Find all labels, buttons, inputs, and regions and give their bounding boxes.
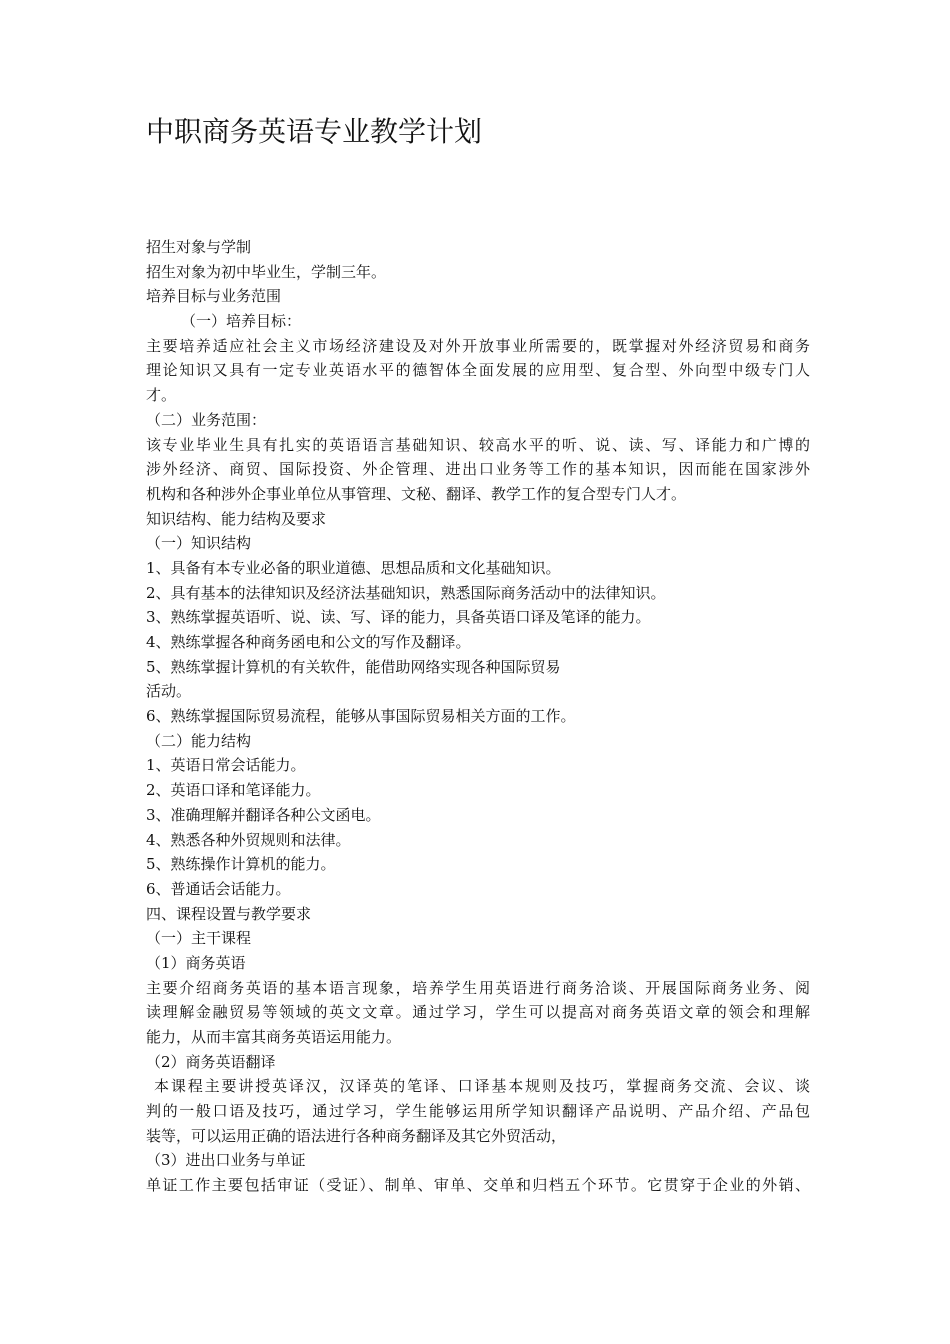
text-line: 招生对象为初中毕业生，学制三年。 [146, 262, 387, 281]
text-line: 1、英语日常会话能力。 [146, 756, 306, 775]
text-line: 读理解金融贸易等领域的英文文章。通过学习，学生可以提高对商务英语文章的领会和理解 [146, 1003, 810, 1022]
text-line: 4、熟练掌握各种商务函电和公文的写作及翻译。 [146, 633, 471, 651]
text-line: 涉外经济、商贸、国际投资、外企管理、进出口业务等工作的基本知识，因而能在国家涉外 [146, 460, 810, 479]
text-line: 单证工作主要包括审证（受证）、制单、审单、交单和归档五个环节。它贯穿于企业的外销、 [146, 1176, 810, 1195]
text-line: 主要培养适应社会主义市场经济建设及对外开放事业所需要的，既掌握对外经济贸易和商务 [146, 336, 810, 355]
text-line: （一）培养目标： [181, 312, 302, 331]
text-line: 5、熟练掌握计算机的有关软件，能借助网络实现各种国际贸易 [146, 657, 561, 676]
text-line: （3）进出口业务与单证 [146, 1151, 306, 1170]
text-line: 机构和各种涉外企事业单位从事管理、文秘、翻译、教学工作的复合型专门人才。 [146, 484, 687, 503]
text-line: 活动。 [146, 682, 192, 701]
text-line: 该专业毕业生具有扎实的英语语言基础知识、较高水平的听、说、读、写、译能力和广博的 [146, 435, 810, 454]
text-line: 3、熟练掌握英语听、说、读、写、译的能力，具备英语口译及笔译的能力。 [146, 608, 651, 627]
text-line: （二）业务范围： [146, 410, 267, 429]
text-line: 能力，从而丰富其商务英语运用能力。 [146, 1028, 402, 1046]
text-line: （一）知识结构 [146, 534, 252, 553]
text-line: 四、课程设置与教学要求 [146, 904, 312, 923]
text-line: 判的一般口语及技巧，通过学习，学生能够运用所学知识翻译产品说明、产品介绍、产品包 [146, 1102, 810, 1121]
text-line: （1）商务英语 [146, 953, 246, 972]
document-body [146, 235, 810, 1198]
text-line: 6、普通话会话能力。 [146, 879, 291, 898]
text-line: （一）主干课程 [146, 929, 252, 948]
text-line: 装等，可以运用正确的语法进行各种商务翻译及其它外贸活动， [146, 1126, 567, 1145]
text-line: 招生对象与学制 [146, 238, 252, 256]
text-line: （2）商务英语翻译 [146, 1052, 276, 1071]
text-line: 知识结构、能力结构及要求 [146, 509, 327, 528]
text-line: （二）能力结构 [146, 731, 252, 750]
text-line: 才。 [146, 386, 177, 405]
text-line: 2、具有基本的法律知识及经济法基础知识，熟悉国际商务活动中的法律知识。 [146, 583, 666, 602]
text-line: 5、熟练操作计算机的能力。 [146, 855, 336, 874]
text-line: 本课程主要讲授英译汉，汉译英的笔译、口译基本规则及技巧，掌握商务交流、会议、谈 [154, 1077, 810, 1096]
text-line: 主要介绍商务英语的基本语言现象，培养学生用英语进行商务洽谈、开展国际商务业务、阅 [146, 978, 810, 997]
text-line: 4、熟悉各种外贸规则和法律。 [146, 830, 351, 849]
text-line: 培养目标与业务范围 [146, 287, 282, 306]
text-line: 2、英语口译和笔译能力。 [146, 781, 321, 800]
document-title: 中职商务英语专业教学计划 [146, 115, 483, 148]
text-line: 理论知识又具有一定专业英语水平的德智体全面发展的应用型、复合型、外向型中级专门人 [146, 361, 810, 380]
text-line: 6、熟练掌握国际贸易流程，能够从事国际贸易相关方面的工作。 [146, 707, 576, 726]
text-line: 1、具备有本专业必备的职业道德、思想品质和文化基础知识。 [146, 558, 561, 577]
text-line: 3、准确理解并翻译各种公文函电。 [146, 805, 381, 824]
